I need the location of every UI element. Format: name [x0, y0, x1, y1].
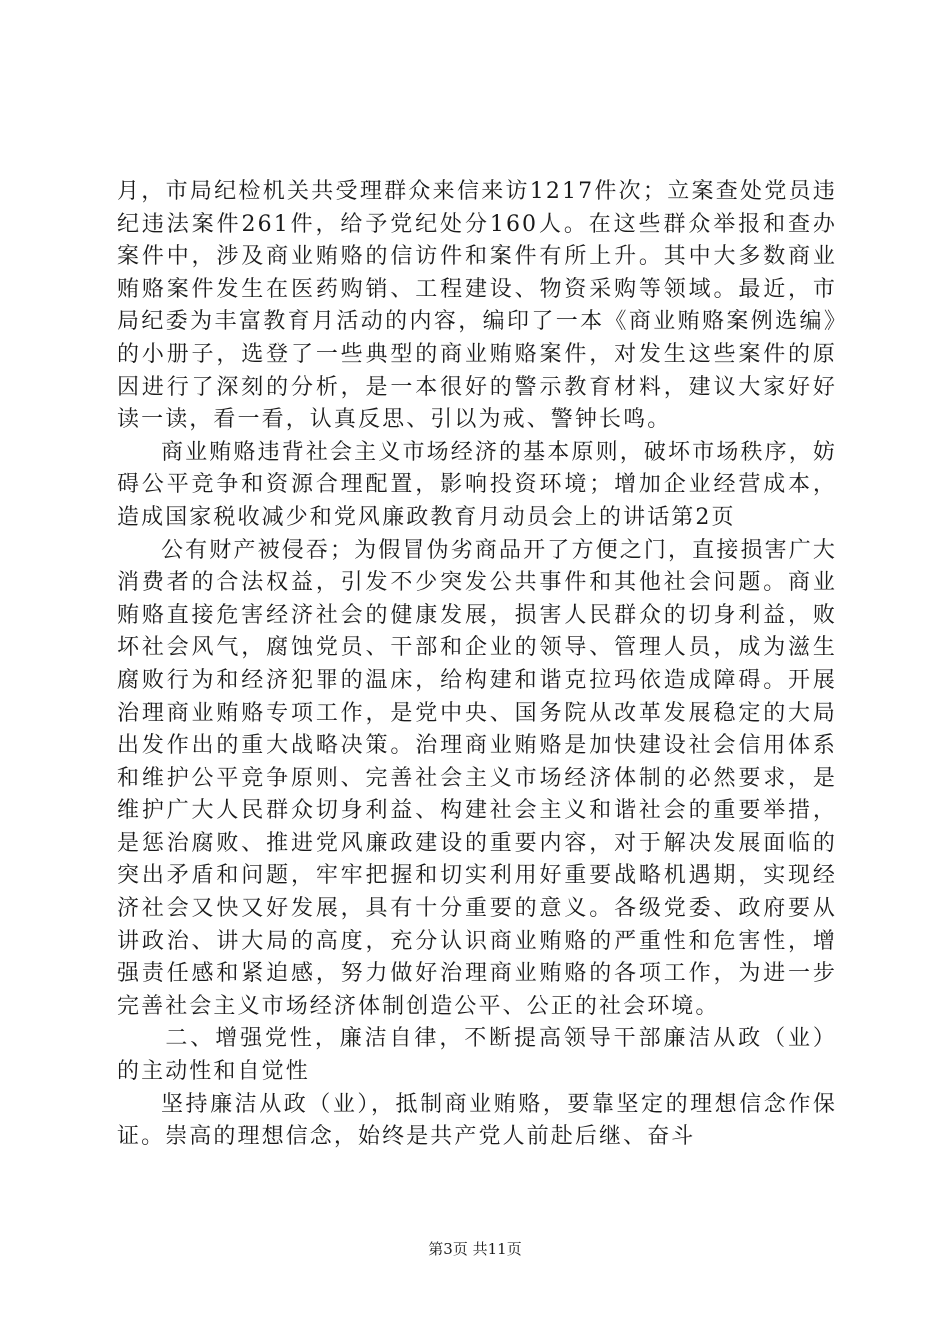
- paragraph-ideals-belief: 坚持廉洁从政（业），抵制商业贿赂，要靠坚定的理想信念作保证。崇高的理想信念，始终是共产党人前赴后继、奋斗: [117, 1091, 837, 1150]
- document-body: [117, 176, 837, 1154]
- paragraph-commercial-bribery-harm: 商业贿赂违背社会主义市场经济的基本原则，破坏市场秩序，妨碍公平竞争和资源合理配置，影响投资环境；增加企业经营成本，造成国家税收减少和党风廉政教育月动员会上的讲话第2页: [117, 439, 837, 530]
- paragraph-public-property: 公有财产被侵吞；为假冒伪劣商品开了方便之门，直接损害广大消费者的合法权益，引发不少突发公共事件和其他社会问题。商业贿赂直接危害经济社会的健康发展，损害人民群众的切身利益，败坏社会风气，腐蚀党员、干部和企业的领导、管理人员，成为滋生腐败行为和经济犯罪的温床，给构建和谐克拉玛依造成障碍。开展治理商业贿赂专项工作，是党中央、国务院从改革发展稳定的大局出发作出的重大战略决策。治理商业贿赂是加快建设社会信用体系和维护公平竞争原则、完善社会主义市场经济体制的必然要求，是维护广大人民群众切身利益、构建社会主义和谐社会的重要举措，是惩治腐败、推进党风廉政建设的重要内容，对于解决发展面临的突出矛盾和问题，牢牢把握和切实利用好重要战略机遇期，实现经济社会又快又好发展，具有十分重要的意义。各级党委、政府要从讲政治、讲大局的高度，充分认识商业贿赂的严重性和危害性，增强责任感和紧迫感，努力做好治理商业贿赂的各项工作，为进一步完善社会主义市场经济体制创造公平、公正的社会环境。: [117, 537, 837, 1019]
- page-footer: 第3页 共11页: [428, 1240, 522, 1258]
- section-heading-two: 二、增强党性，廉洁自律，不断提高领导干部廉洁从政（业）的主动性和自觉性: [117, 1026, 837, 1085]
- paragraph-continuation: 月，市局纪检机关共受理群众来信来访1217件次；立案查处党员违纪违法案件261件，给予党纪处分160人。在这些群众举报和查办案件中，涉及商业贿赂的信访件和案件有所上升。其中大多数商业贿赂案件发生在医药购销、工程建设、物资采购等领域。最近，市局纪委为丰富教育月活动的内容，编印了一本《商业贿赂案例选编》的小册子，选登了一些典型的商业贿赂案件，对发生这些案件的原因进行了深刻的分析，是一本很好的警示教育材料，建议大家好好读一读，看一看，认真反思、引以为戒、警钟长鸣。: [117, 179, 837, 433]
